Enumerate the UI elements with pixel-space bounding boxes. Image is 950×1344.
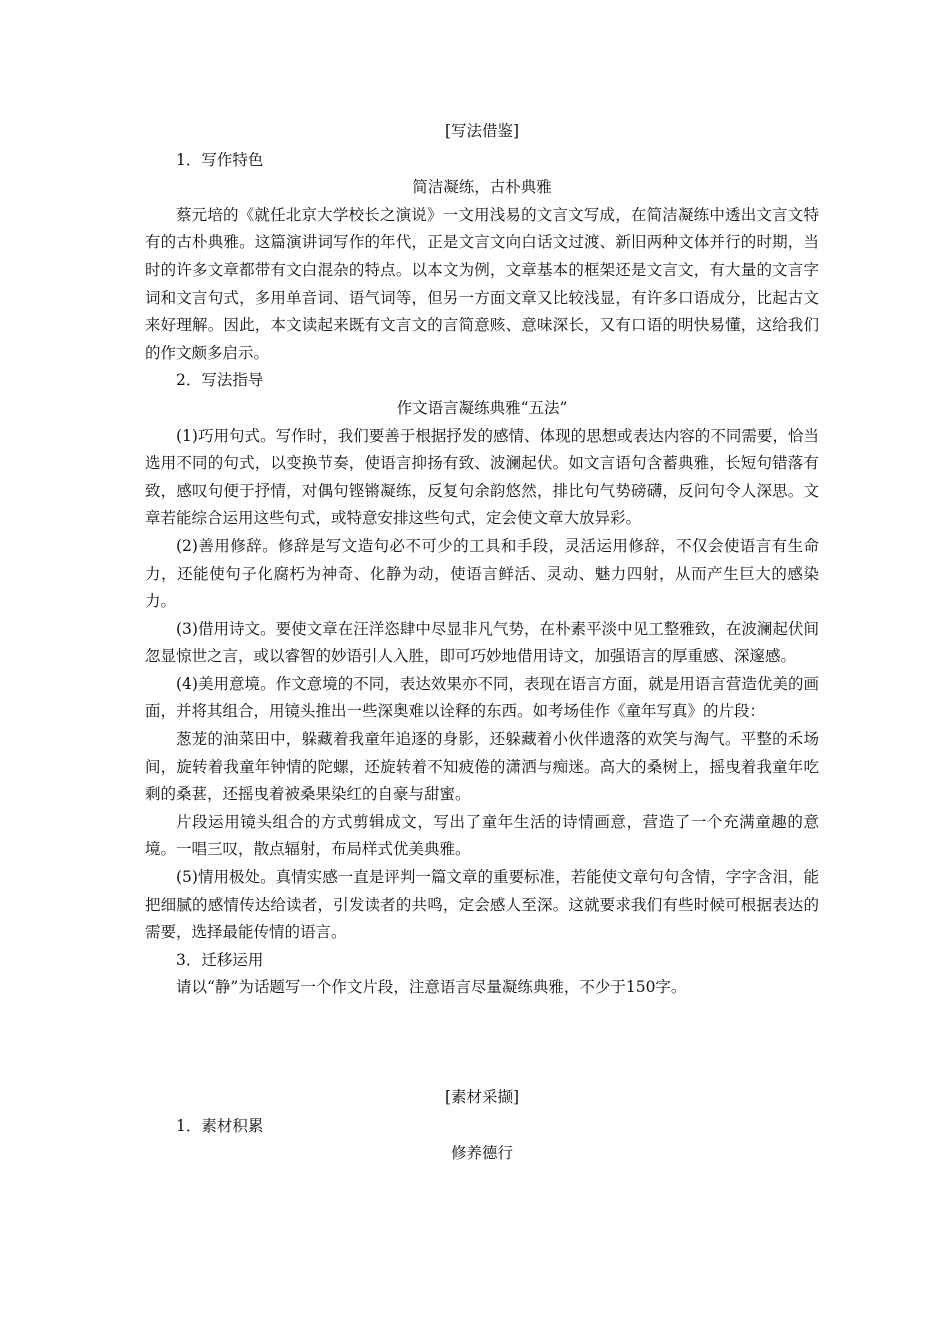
document-body [145,118,819,1168]
item-label-material-accumulation: 1．素材积累 [176,1116,264,1135]
paragraph-excerpt-analysis: 片段运用镜头组合的方式剪辑成文，写出了童年生活的诗情画意，营造了一个充满童趣的意境。一唱三叹，散点辐射，布局样式优美典雅。 [145,812,819,859]
paragraph-transfer-task: 请以“静”为话题写一个作文片段，注意语言尽量凝练典雅，不少于150字。 [176,978,687,997]
item-label-transfer: 3．迁移运用 [176,950,264,969]
paragraph-sentence-patterns: (1)巧用句式。写作时，我们要善于根据抒发的感情、体现的思想或表达内容的不同需要，恰当选用不同的句式，以变换节奏，使语言抑扬有致、波澜起伏。如文言语句含蓄典雅，长短句错落有致，感叹句便于抒情，对偶句铿锵凝练，反复句余韵悠然，排比句气势磅礴，反问句令人深思。文章若能综合运用这些句式，或特意安排这些句式，定会使文章大放异彩。 [145,426,819,528]
section-heading-writing: [写法借鉴] [444,122,520,140]
subtitle-five-methods: 作文语言凝练典雅“五法” [396,398,568,417]
paragraph-poetry: (3)借用诗文。要使文章在汪洋恣肆中尽显非凡气势，在朴素平淡中见工整雅致，在波澜起伏间忽显惊世之言，或以睿智的妙语引人入胜，即可巧妙地借用诗文，加强语言的厚重感、深邃感。 [145,619,819,666]
paragraph-imagery: (4)美用意境。作文意境的不同，表达效果亦不同，表现在语言方面，就是用语言营造优美的画面，并将其组合，用镜头推出一些深奥难以诠释的东西。如考场佳作《童年写真》的片段： [145,674,819,721]
paragraph-emotion: (5)情用极处。真情实感一直是评判一篇文章的重要标准，若能使文章句句含情，字字含泪，能把细腻的感情传达给读者，引发读者的共鸣，定会感人至深。这就要求我们有些时候可根据表达的需要，选择最能传情的语言。 [145,868,819,942]
paragraph-writing-features: 蔡元培的《就任北京大学校长之演说》一文用浅易的文言文写成，在简洁凝练中透出文言文特有的古朴典雅。这篇演讲词写作的年代，正是文言文向白话文过渡、新旧两种文体并行的时期，当时的许多文章都带有文白混杂的特点。以本文为例，文章基本的框架还是文言文，有大量的文言字词和文言句式，多用单音词、语气词等，但另一方面文章又比较浅显，有许多口语成分，比起古文来好理解。因此，本文读起来既有文言文的言简意赅、意味深长，又有口语的明快易懂，这给我们的作文颇多启示。 [145,205,819,362]
subtitle-cultivate-virtue: 修养德行 [450,1144,513,1163]
section-spacer [145,1002,819,1084]
paragraph-excerpt: 葱茏的油菜田中，躲藏着我童年追逐的身影，还躲藏着小伙伴遗落的欢笑与淘气。平整的禾场间，旋转着我童年钟情的陀螺，还旋转着不知疲倦的潇洒与痴迷。高大的桑树上，摇曳着我童年吃剩的桑葚，还摇曳着被桑果染红的自豪与甜蜜。 [145,730,819,804]
subtitle-writing-features: 简洁凝练，古朴典雅 [412,178,552,197]
section-heading-materials: [素材采撷] [444,1088,520,1106]
item-label-writing-features: 1．写作特色 [176,150,264,169]
paragraph-rhetoric: (2)善用修辞。修辞是写文造句必不可少的工具和手段，灵活运用修辞，不仅会使语言有生命力，还能使句子化腐朽为神奇、化静为动，使语言鲜活、灵动、魅力四射，从而产生巨大的感染力。 [145,536,819,611]
item-label-writing-guidance: 2．写法指导 [176,371,264,390]
